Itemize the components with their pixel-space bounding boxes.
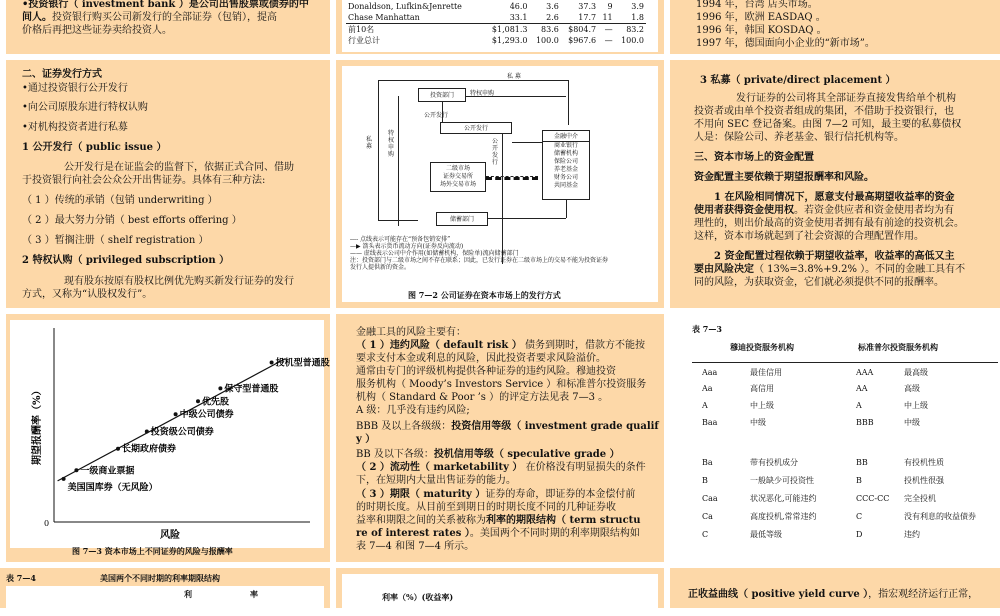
- method-3: （ 3 ）暂搁注册（ shelf registration ）: [22, 235, 209, 246]
- moody-description: 最低等级: [750, 530, 782, 539]
- maturity-label: （ 3 ）期限（ maturity ）: [356, 489, 486, 500]
- risk-line: [356, 404, 470, 418]
- chart-point: [270, 360, 274, 364]
- risk-line-text: 机构（ Standard & Poor ’s ）的评定方法见表 7—3 。: [356, 392, 609, 403]
- risk-line: [356, 378, 646, 392]
- intermediary-item: 商业银行: [553, 142, 578, 149]
- table-cell: $1,081.3: [491, 24, 528, 34]
- chart-point-label: 投机型普通股: [275, 358, 330, 369]
- slide-issuance-methods: [6, 60, 330, 308]
- table-cell: 17.7: [578, 12, 597, 22]
- sp-rating: B: [856, 476, 862, 485]
- underwriter-table: [346, 1, 646, 46]
- sp-description: 投机性很强: [904, 476, 944, 485]
- slide-risk-types: [336, 314, 664, 562]
- slide-private-placement: [670, 60, 1000, 308]
- sp-description: 中上级: [904, 401, 928, 410]
- moody-header: 穆迪投资服务机构: [730, 342, 794, 352]
- private-top-label: 私 募: [507, 73, 521, 80]
- diagram-note: —— 虚线表示公司中介作用(如储蓄机构、保险单)流向储蓄部门: [350, 250, 519, 257]
- maturity-text-2: 的时期长度。从目前至到期日的时期长度不同的几种证券收: [356, 502, 616, 513]
- diagram-note: 注：投资部门与二级市场之间不存在联系；因此，已发行证券在二级市场上的交易不能为投资证券: [350, 257, 609, 264]
- term-structure-tail: re of interest rates ）: [356, 528, 470, 539]
- bullet-privilege: •向公司原股东进行特权认购: [22, 102, 148, 113]
- risk-line-bold: （ 1 ）违约风险（ default risk ）: [356, 340, 522, 351]
- table-cell: 2.6: [546, 12, 559, 22]
- risk-line: [356, 391, 608, 405]
- privilege-text-1: 现有股东按原有股权比例优先购买新发行证券的发行: [64, 276, 294, 287]
- intermediary-item: 储蓄机构: [553, 150, 578, 157]
- private-text-1: 发行证券的公司将其全部证券直接发售给单个机构: [736, 93, 956, 104]
- slide-issuance-diagram: [336, 60, 664, 308]
- allocation-main: 资金配置主要依赖于期望报酬率和风险。: [694, 172, 874, 183]
- privilege-vertical-label: 特权申购: [388, 130, 395, 158]
- moody-rating: A: [702, 401, 708, 410]
- table-row: [346, 12, 646, 24]
- moody-rating: Aaa: [702, 368, 718, 377]
- yield-axis-label: 利率（%）(收益率): [382, 592, 454, 602]
- sp-rating: AAA: [856, 368, 874, 377]
- x-axis-label: 风险: [160, 530, 180, 541]
- privilege-arrow-label: 特权申购: [470, 90, 495, 97]
- intermediary-item: 养老基金: [553, 166, 578, 173]
- public-issue-text-1: 公开发行是在证监会的监督下，依据正式合同、借助: [64, 162, 294, 173]
- private-text-2: 投资者或由单个投资者组成的集团，不借助于投资银行，也: [694, 106, 954, 117]
- moody-rating: Caa: [702, 494, 718, 503]
- history-line: 1996 年，韩国 KOSDAQ 。: [696, 25, 827, 36]
- table-cell: 前10名: [348, 24, 375, 34]
- chart-point-label: 优先股: [202, 397, 230, 408]
- risk-line: [356, 352, 606, 366]
- chart-point-label: 长期政府债券: [122, 444, 177, 455]
- sp-description: 违约: [904, 530, 920, 539]
- table-cell: 100.0: [621, 35, 644, 45]
- maturity-text-4: 。美国两个不同时期的利率期限结构如: [469, 528, 640, 539]
- sp-description: 没有利息的收益债券: [904, 512, 976, 521]
- chart-point: [74, 468, 78, 472]
- sp-rating: C: [856, 512, 863, 521]
- diagram-figure: [342, 66, 658, 302]
- sp-rating: AA: [856, 384, 868, 393]
- sp-description: 中级: [904, 418, 920, 427]
- origin-label: 0: [44, 519, 50, 528]
- risk-line: [356, 339, 645, 353]
- table-cell: 3.9: [631, 1, 644, 11]
- chart-point: [145, 429, 149, 433]
- term-structure-label: 利率的期限结构（ term structu: [486, 515, 641, 526]
- chart-point-label: 一级商业票据: [80, 466, 135, 477]
- savings-box: 储蓄部门: [436, 212, 488, 226]
- table-cell: 9: [607, 1, 613, 11]
- sp-rating: D: [856, 530, 863, 539]
- exchange-label: 证券交易所: [442, 173, 473, 180]
- moody-description: 最佳信用: [750, 368, 782, 377]
- allocation-point1-e: 这样，资本市场就起到了社会资源的合理配置作用。: [694, 231, 924, 242]
- table-7-4-title: 美国两个不同时期的利率期限结构: [100, 573, 220, 583]
- investment-bank-line1: •投资银行（ investment bank ）是公司出售股票或债券的中: [22, 0, 309, 10]
- risk-line-text: 金融工具的风险主要有：: [356, 327, 466, 338]
- public-issue-box: 公开发行: [440, 122, 512, 134]
- bbb-prefix: BBB 及以上各级级：: [356, 421, 452, 432]
- table-image: [342, 0, 658, 52]
- slide-risk-return-chart: [6, 314, 330, 562]
- slide-yield-curve: [670, 568, 1000, 608]
- table-cell: 行业总计: [348, 35, 380, 45]
- table-cell: $967.6: [568, 35, 597, 45]
- risk-return-line: [58, 358, 286, 480]
- figure-7-2-caption: 图 7—2 公司证券在资本市场上的发行方式: [408, 290, 561, 300]
- marketability-text-2: 下，在短期内大量出售证券的能力。: [356, 475, 516, 486]
- table-7-4-number: 表 7—4: [6, 573, 36, 583]
- investment-bank-line2-bold: 间人。: [22, 12, 52, 23]
- slide-market-history: [670, 0, 1000, 54]
- moody-description: 中级: [750, 418, 766, 427]
- risk-line-text: 债务到期时，借款方不能按: [521, 340, 646, 351]
- moody-rating: C: [702, 530, 709, 539]
- private-text-3: 不用向 SEC 登记备案。由图 7—2 可知，最主要的私募债权: [694, 119, 962, 130]
- secondary-market-box: [430, 162, 486, 192]
- risk-line: [356, 326, 466, 340]
- method-2: （ 2 ）最大努力分销（ best efforts offering ）: [22, 215, 242, 226]
- sp-rating: BB: [856, 458, 868, 467]
- sp-rating: A: [856, 401, 862, 410]
- moody-rating: Baa: [702, 418, 718, 427]
- y-axis-label: 期望报酬率（%）: [32, 385, 43, 465]
- private-left-label: 私募: [366, 136, 373, 150]
- chart-panel: [10, 320, 330, 548]
- table-cell: 100.0: [535, 35, 559, 45]
- history-line: 1996 年，欧洲 EASDAQ 。: [696, 12, 826, 23]
- allocation-point2-b: 要由风险决定: [694, 264, 754, 275]
- table-cell: Chase Manhattan: [348, 12, 420, 22]
- public-issue-vertical: 公开发行: [492, 138, 499, 166]
- moody-description: 带有投机成分: [750, 458, 798, 467]
- moody-description: 状况恶化,可能违约: [750, 494, 817, 503]
- investment-bank-line3: 价格后再把这些证券卖给投资人。: [22, 25, 172, 36]
- positive-yield-curve-label: 正收益曲线（ positive yield curve ）: [688, 589, 869, 600]
- maturity-text: 证券的寿命，即证券的本金偿付前: [485, 489, 636, 500]
- history-line: 1997 年，德国面向小企业的“新市场”。: [696, 38, 875, 49]
- table-cell: 3.6: [546, 1, 559, 11]
- maturity-text-3: 益率和期限之间的关系被称为: [356, 515, 486, 526]
- table-7-4-col-1: 利: [184, 589, 192, 599]
- table-row: [346, 35, 646, 46]
- secondary-market-label: 二级市场: [445, 165, 470, 172]
- allocation-point2-c: （ 13%=3.8%+9.2% ）。不同的金融工具有不: [754, 264, 966, 275]
- table-cell: —: [604, 35, 613, 45]
- table-row: [346, 1, 646, 12]
- moody-rating: B: [702, 476, 708, 485]
- table-cell: 46.0: [509, 1, 528, 11]
- risk-line-text: 要求支付本金或利息的风险，因此投资者要求风险溢价。: [356, 353, 606, 364]
- allocation-heading: 三、资本市场上的资金配置: [694, 152, 814, 163]
- sp-header: 标准普尔投资服务机构: [858, 342, 938, 352]
- table-cell: $1,293.0: [491, 35, 528, 45]
- bullet-public: •通过投资银行公开发行: [22, 83, 128, 94]
- investment-bank-line2: 投资银行购买公司新发行的全部证券（包销），提高: [52, 12, 277, 23]
- allocation-point1-a: 1 在风险相同情况下，愿意支付最高期望收益率的资金: [714, 192, 955, 203]
- chart-point: [218, 386, 222, 390]
- figure-7-3-caption: 图 7—3 资本市场上不同证券的风险与报酬率: [72, 546, 233, 556]
- moody-rating: Aa: [702, 384, 713, 393]
- public-issue-label-1: 公开发行: [424, 112, 449, 119]
- risk-return-chart: [10, 320, 330, 548]
- sp-rating: CCC-CC: [856, 494, 890, 503]
- chart-point-label: 投资级公司债券: [150, 427, 214, 438]
- marketability-text: 在价格没有明显损失的条件: [522, 462, 646, 473]
- allocation-point1-b: 使用者获得资金使用权: [694, 205, 794, 216]
- moody-rating: Ca: [702, 512, 713, 521]
- allocation-point1-c: 。若资金供应者和资金使用者均为有: [794, 205, 954, 216]
- privilege-text-2: 方式，又称为“认股权发行”。: [22, 289, 153, 300]
- allocation-point1-d: 理性的，则出价最高的资金使用者拥有最有前途的投资机会。: [694, 218, 964, 229]
- table-cell: 37.3: [578, 1, 597, 11]
- privilege-heading: 2 特权认购（ privileged subscription ）: [22, 255, 230, 266]
- allocation-point2-a: 2 资金配置过程依赖于期望收益率，收益率的高低又主: [714, 251, 955, 262]
- slide-investment-bank: [6, 0, 330, 54]
- table-cell: Donaldson, Lufkin&Jenrette: [348, 1, 462, 11]
- table-cell: 33.1: [509, 12, 528, 22]
- intermediary-list: [543, 142, 589, 190]
- private-placement-heading: 3 私募（ private/direct placement ）: [700, 75, 896, 86]
- table-cell: $804.7: [568, 24, 597, 34]
- diagram-notes: [350, 236, 650, 271]
- risk-line-text: 服务机构（ Moody’s Investors Service ）和标准普尔投资服务: [356, 379, 647, 390]
- intermediary-box: [542, 130, 590, 200]
- table-cell: 83.6: [541, 24, 559, 34]
- diagram-note: 发行人提供新的资金。: [350, 264, 411, 271]
- maturity-text-5: 表 7—4 和图 7—4 所示。: [356, 541, 475, 552]
- method-1: （ 1 ）传统的承销（包销 underwriting ）: [22, 195, 218, 206]
- private-text-4: 人是：保险公司、养老基金、银行信托机构等。: [694, 132, 904, 143]
- intermediary-item: 财务公司: [553, 174, 578, 181]
- risk-line: [356, 365, 616, 379]
- intermediary-item: 共同基金: [553, 182, 578, 189]
- sp-description: 完全投机: [904, 494, 936, 503]
- slide-rating-table: [670, 314, 1000, 562]
- chart-point-label: 保守型普通股: [224, 384, 279, 395]
- chart-point: [196, 399, 200, 403]
- table-7-3-title: 表 7—3: [692, 324, 722, 334]
- speculative-grade-label: 投机信用等级（ speculative grade ）: [433, 449, 620, 460]
- public-issue-heading: 1 公开发行（ public issue ）: [22, 142, 167, 153]
- sp-description: 最高级: [904, 368, 928, 377]
- public-issue-text-2: 于投资银行向社会公众公开出售证券。具体有三种方法:: [22, 175, 266, 186]
- moody-description: 高信用: [750, 384, 774, 393]
- bb-prefix: BB 及以下各级：: [356, 449, 434, 460]
- investment-grade-label: 投资信用等级（ investment grade qualif: [451, 421, 659, 432]
- risk-line-text: 通常由专门的评级机构提供各种证券的违约风险。穆迪投资: [356, 366, 616, 377]
- section-heading: 二、证券发行方式: [22, 69, 102, 80]
- diagram-note: ---- 点线表示可能存在“预备包销安排”: [350, 236, 451, 243]
- history-line: 1994 年，台湾 店头市场。: [696, 0, 818, 10]
- slide-yield-chart: [336, 568, 664, 608]
- sp-rating: BBB: [856, 418, 874, 427]
- table-7-4-body: [6, 586, 324, 616]
- intermediary-item: 保险公司: [553, 158, 578, 165]
- slide-term-structure-table: [0, 568, 330, 608]
- allocation-point2-d: 同的风险，为获取资金，它们就必须提供不同的报酬率。: [694, 277, 944, 288]
- chart-point: [62, 477, 66, 481]
- table-cell: —: [604, 24, 613, 34]
- bullet-private: •对机构投资者进行私募: [22, 122, 128, 133]
- otc-label: 场外交易市场: [439, 181, 476, 188]
- intermediary-title: 金融中介: [543, 133, 589, 142]
- chart-point-label: 中级公司债券: [179, 410, 234, 421]
- marketability-label: （ 2 ）流动性（ marketability ）: [356, 462, 523, 473]
- sp-description: 高级: [904, 384, 920, 393]
- moody-rating: Ba: [702, 458, 713, 467]
- table-cell: 11: [602, 12, 613, 22]
- moody-description: 高度投机,常常违约: [750, 512, 817, 521]
- positive-yield-curve-text: ，指宏观经济运行正常，: [868, 589, 979, 600]
- table-7-4-col-2: 率: [250, 589, 258, 599]
- chart-point: [174, 412, 178, 416]
- table-cell: 1.8: [631, 12, 644, 22]
- table-cell: 83.2: [626, 24, 644, 34]
- investment-bank-box: 投资部门: [418, 88, 466, 102]
- investment-grade-tail: y ）: [356, 434, 376, 445]
- diagram-note: —▶ 箭头表示货币流动方向(证券反向流动): [350, 243, 464, 250]
- sp-description: 有投机性质: [904, 458, 944, 467]
- chart-point-label: 美国国库券（无风险）: [67, 482, 158, 493]
- risk-line-text: A 级：几乎没有违约风险;: [356, 405, 470, 416]
- moody-description: 一般缺少可投资性: [750, 476, 814, 485]
- table-row: [346, 24, 646, 36]
- yield-chart-panel: [342, 574, 658, 608]
- slide-underwriter-table: [336, 0, 664, 54]
- moody-description: 中上级: [750, 401, 774, 410]
- chart-point: [116, 447, 120, 451]
